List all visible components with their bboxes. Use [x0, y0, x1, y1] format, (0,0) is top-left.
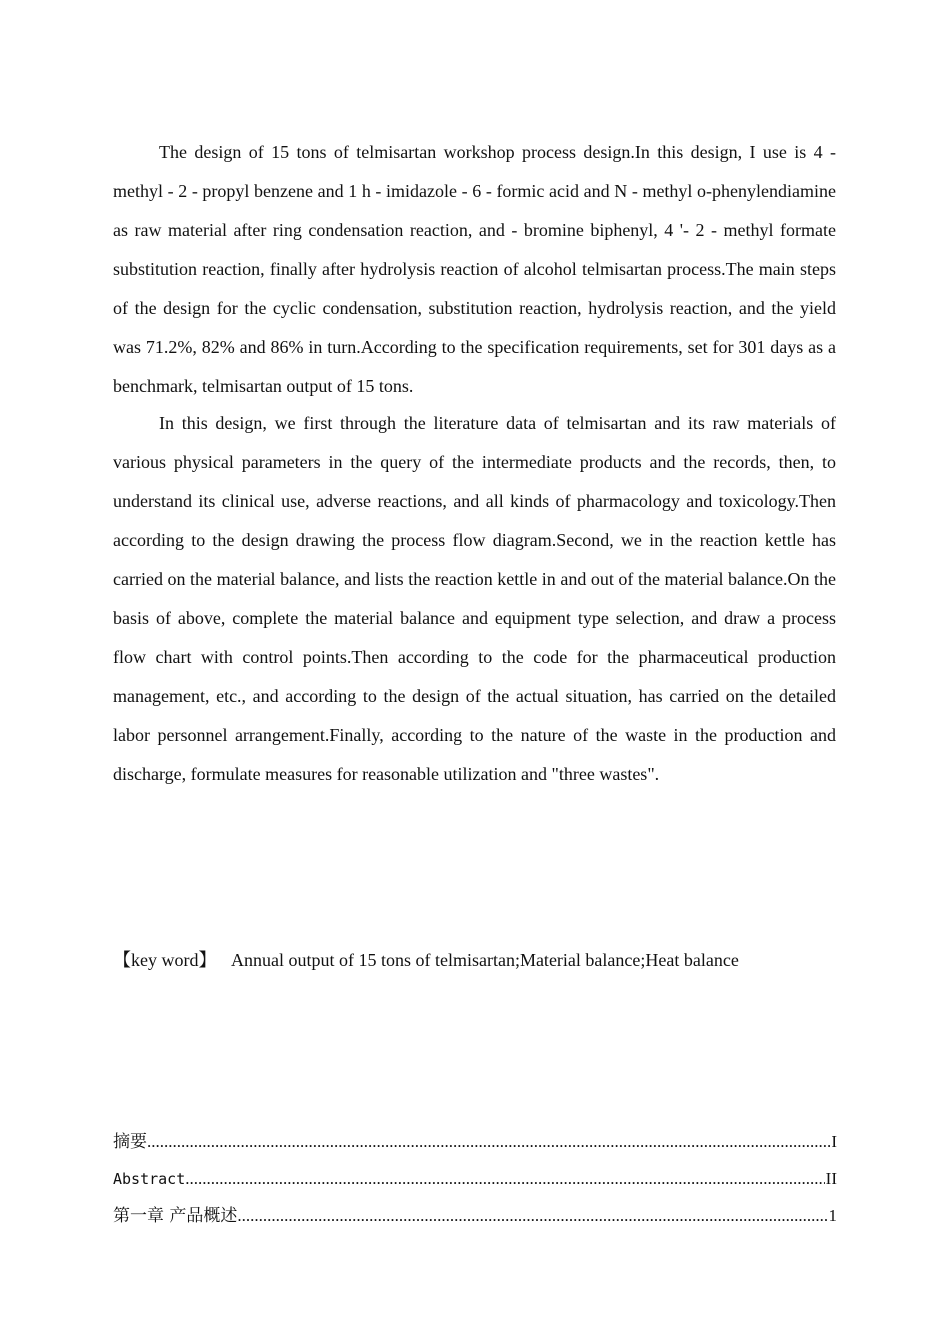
keywords-label: 【key word】 [113, 950, 217, 970]
toc-dot-leader [185, 1164, 824, 1194]
table-of-contents [113, 1127, 837, 1238]
abstract-section [113, 133, 836, 794]
keywords-line [113, 945, 836, 975]
toc-entry-chapter-1[interactable] [113, 1201, 837, 1238]
toc-dot-leader [237, 1201, 827, 1231]
abstract-paragraph-2: In this design, we first through the literature data of telmisartan and its raw materials of various physical parameters in the query of the intermediate products and the records, then, to understand its clinical use, adverse reactions, and all kinds of pharmacology and toxicology.Then according to the design drawing the process flow diagram.Second, we in the reaction kettle has carried on the material balance, and lists the reaction kettle in and out of the material balance.On the basis of above, complete the material balance and equipment type selection, and draw a process flow chart with control points.Then according to the code for the pharmaceutical production management, etc., and according to the design of the actual situation, has carried on the detailed labor personnel arrangement.Finally, according to the nature of the waste in the production and discharge, formulate measures for reasonable utilization and "three wastes". [113, 413, 836, 784]
toc-dot-leader [147, 1127, 830, 1157]
keywords-text: Annual output of 15 tons of telmisartan;Material balance;Heat balance [230, 950, 739, 970]
toc-entry-page: II [825, 1169, 837, 1188]
toc-entry-abstract-cn[interactable] [113, 1127, 837, 1164]
toc-entry-page: 1 [828, 1206, 837, 1225]
toc-entry-page: I [831, 1132, 837, 1151]
toc-entry-title: Abstract [113, 1170, 186, 1188]
toc-entry-title: 摘要 [113, 1132, 147, 1152]
toc-entry-abstract-en[interactable] [113, 1164, 837, 1201]
abstract-paragraph-1: The design of 15 tons of telmisartan workshop process design.In this design, I use is 4 - methyl - 2 - propyl benzene and 1 h - imidazole - 6 - formic acid and N - methyl o-phenylendiamine as raw material after ring condensation reaction, and - bromine biphenyl, 4 '- 2 - methyl formate substitution reaction, finally after hydrolysis reaction of alcohol telmisartan process.The main steps of the design for the cyclic condensation, substitution reaction, hydrolysis reaction, and the yield was 71.2%, 82% and 86% in turn.According to the specification requirements, set for 301 days as a benchmark, telmisartan output of 15 tons. [113, 142, 836, 396]
toc-entry-title: 第一章 产品概述 [113, 1206, 238, 1226]
